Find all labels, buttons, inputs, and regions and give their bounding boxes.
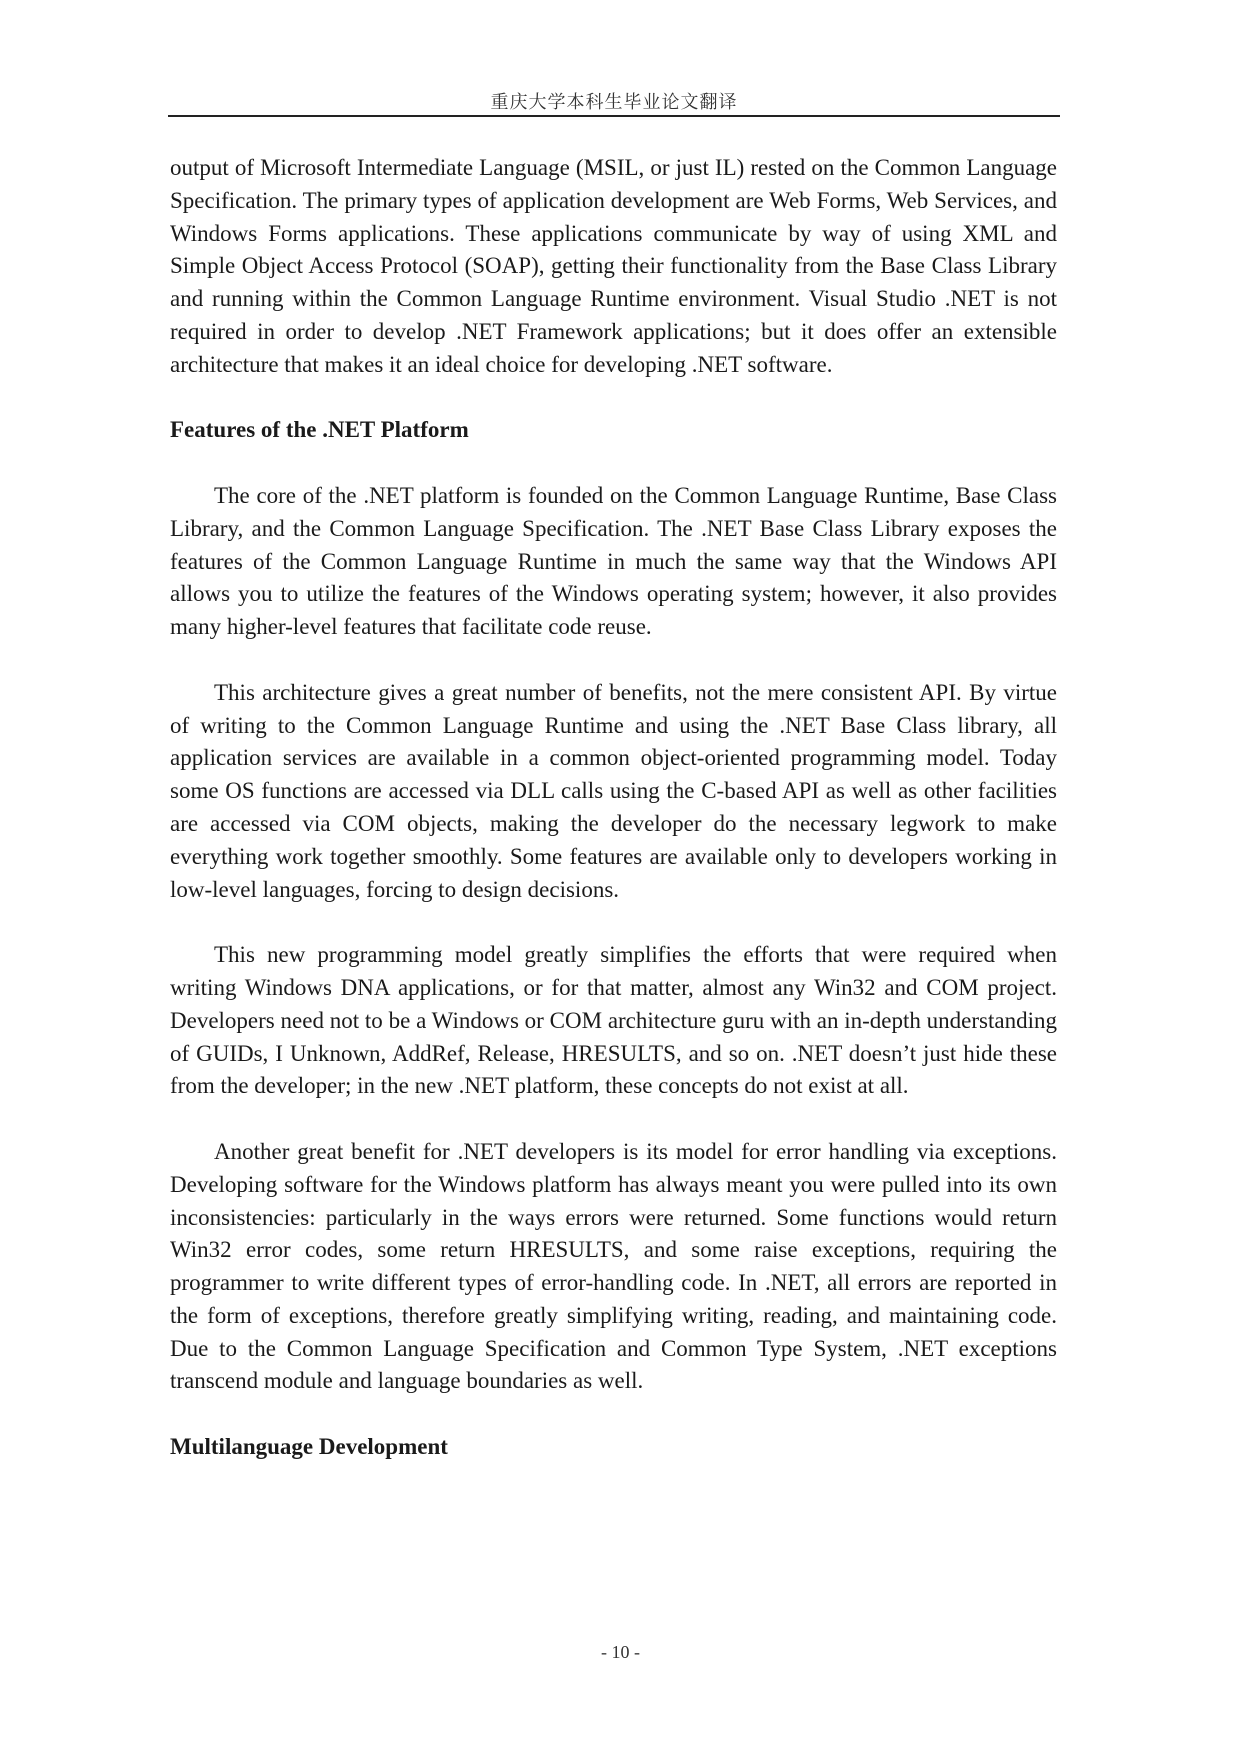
paragraph-1: output of Microsoft Intermediate Language (MSIL, or just IL) rested on the Common Language Specification. The primary types of application development are Web Forms, Web Services, and Windows Forms applications. These applications communicate by way of using XML and Simple Object Access Protocol (SOAP), getting their functionality from the Base Class Library and running within the Common Language Runtime environment. Visual Studio .NET is not required in order to develop .NET Framework applications; but it does offer an extensible architecture that makes it an ideal choice for developing .NET software. [170, 155, 1057, 377]
paragraph-gap [170, 906, 1057, 939]
paragraph-gap [170, 447, 1057, 480]
running-header: 重庆大学本科生毕业论文翻译 [490, 92, 738, 112]
paragraph-3: This architecture gives a great number of benefits, not the mere consistent API. By virtue of writing to the Common Language Runtime and using the .NET Base Class library, all application services are available in a common object-oriented programming model. Today some OS functions are accessed via DLL calls using the C-based API as well as other facilities are accessed via COM objects, making the developer do the necessary legwork to make everything work together smoothly. Some features are available only to developers working in low-level languages, forcing to design decisions. [170, 679, 1057, 902]
page-number: - 10 - [601, 1642, 640, 1662]
paragraph-gap [170, 644, 1057, 677]
paragraph-gap [170, 1103, 1057, 1136]
paragraph-4: This new programming model greatly simplifies the efforts that were required when writing Windows DNA applications, or for that matter, almost any Win32 and COM project. Developers need not to be a Windows or COM architecture guru with an in-depth understanding of GUIDs, I Unknown, AddRef, Release, HRESULTS, and so on. .NET doesn’t just hide these from the developer; in the new .NET platform, these concepts do not exist at all. [170, 942, 1057, 1099]
header-rule [168, 115, 1060, 117]
paragraph-gap [170, 382, 1057, 415]
paragraph-5: Another great benefit for .NET developers is its model for error handling via exceptions. Developing software for the Windows platform has always meant you were pulled into its own inconsistencies: particularly in the ways errors were returned. Some functions would return Win32 error codes, some return HRESULTS, and some raise exceptions, requiring the programmer to write different types of error-handling code. In .NET, all errors are reported in the form of exceptions, therefore greatly simplifying writing, reading, and maintaining code. Due to the Common Language Specification and Common Type System, .NET exceptions transcend module and language boundaries as well. [170, 1138, 1057, 1394]
paragraph-gap [170, 1398, 1057, 1431]
page-body [170, 152, 1057, 1464]
section-heading-multilanguage: Multilanguage Development [170, 1434, 448, 1460]
section-heading-features: Features of the .NET Platform [170, 417, 469, 443]
paragraph-2: The core of the .NET platform is founded on the Common Language Runtime, Base Class Library, and the Common Language Specification. The .NET Base Class Library exposes the features of the Common Language Runtime in much the same way that the Windows API allows you to utilize the features of the Windows operating system; however, it also provides many higher-level features that facilitate code reuse. [170, 482, 1057, 640]
